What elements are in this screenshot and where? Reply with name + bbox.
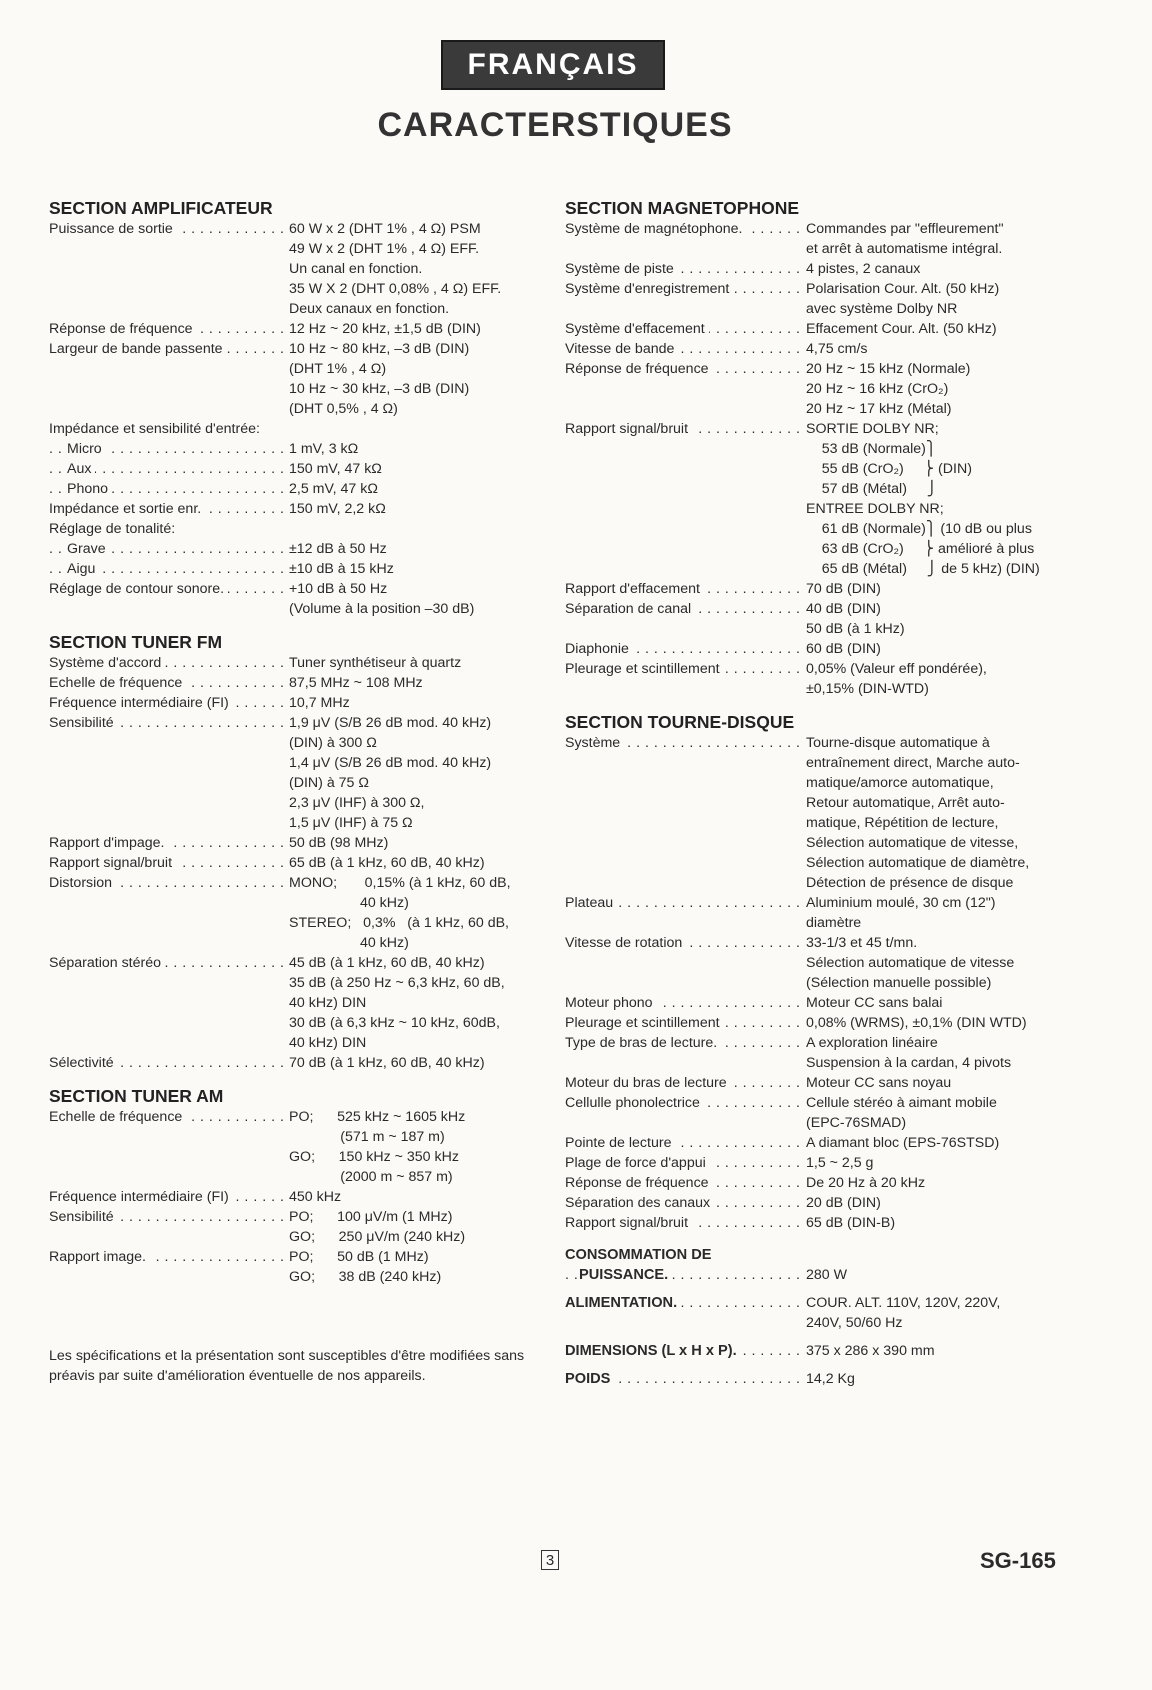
spec-value: 55 dB (CrO₂) ⎬ (DIN) bbox=[806, 461, 972, 477]
spec-value: 2,3 μV (IHF) à 300 Ω, bbox=[289, 795, 425, 811]
spec-value: 45 dB (à 1 kHz, 60 dB, 40 kHz) bbox=[289, 955, 485, 971]
spec-label: Impédance et sortie enr. bbox=[49, 501, 205, 517]
spec-label: Grave bbox=[67, 541, 110, 557]
spec-label: Rapport d'effacement bbox=[565, 581, 704, 597]
spec-label: Rapport signal/bruit bbox=[49, 855, 176, 871]
spec-label: Séparation de canal bbox=[565, 601, 695, 617]
spec-value: Aluminium moulé, 30 cm (12") bbox=[806, 895, 996, 911]
spec-row bbox=[49, 419, 549, 439]
spec-value: 65 dB (Métal) ⎭ de 5 kHz) (DIN) bbox=[806, 561, 1040, 577]
spec-row bbox=[49, 1187, 549, 1207]
spec-value: SORTIE DOLBY NR; bbox=[806, 421, 939, 437]
spec-row bbox=[565, 579, 1085, 599]
spec-label: Fréquence intermédiaire (FI) bbox=[49, 695, 233, 711]
spec-label: Réponse de fréquence bbox=[565, 361, 713, 377]
spec-row bbox=[49, 873, 549, 953]
spec-value: Commandes par "effleurement" bbox=[806, 221, 1004, 237]
spec-row bbox=[565, 893, 1085, 933]
spec-value: ENTREE DOLBY NR; bbox=[806, 501, 944, 517]
spec-row bbox=[565, 599, 1085, 639]
spec-value: 2,5 mV, 47 kΩ bbox=[289, 481, 378, 497]
spec-row bbox=[565, 733, 1085, 893]
spec-value: 450 kHz bbox=[289, 1189, 342, 1205]
spec-label: Rapport d'impage. bbox=[49, 835, 169, 851]
spec-value: ±12 dB à 50 Hz bbox=[289, 541, 387, 557]
spec-value: avec système Dolby NR bbox=[806, 301, 958, 317]
spec-value: (Volume à la position –30 dB) bbox=[289, 601, 475, 617]
spec-row bbox=[49, 439, 549, 459]
spec-label: Réponse de fréquence bbox=[49, 321, 197, 337]
spec-label: Sensibilité bbox=[49, 1209, 118, 1225]
spec-value: 65 dB (à 1 kHz, 60 dB, 40 kHz) bbox=[289, 855, 485, 871]
spec-value: Sélection automatique de vitesse, bbox=[806, 835, 1019, 851]
spec-value: 14,2 Kg bbox=[806, 1371, 855, 1387]
spec-label: Plateau bbox=[565, 895, 617, 911]
spec-label: Système d'enregistrement bbox=[565, 281, 733, 297]
spec-value: Retour automatique, Arrêt auto- bbox=[806, 795, 1005, 811]
spec-value: Effacement Cour. Alt. (50 kHz) bbox=[806, 321, 997, 337]
spec-value: (571 m ~ 187 m) bbox=[289, 1129, 445, 1145]
spec-label: Séparation stéréo bbox=[49, 955, 165, 971]
spec-row bbox=[565, 1073, 1085, 1093]
spec-value: 35 W X 2 (DHT 0,08% , 4 Ω) EFF. bbox=[289, 281, 502, 297]
spec-value: 63 dB (CrO₂) ⎬ amélioré à plus bbox=[806, 541, 1035, 557]
spec-value: 240V, 50/60 Hz bbox=[806, 1315, 903, 1331]
spec-row bbox=[49, 559, 549, 579]
spec-row bbox=[49, 953, 549, 1053]
spec-row bbox=[49, 539, 549, 559]
spec-value: GO; 38 dB (240 kHz) bbox=[289, 1269, 442, 1285]
spec-label: Système de piste bbox=[565, 261, 678, 277]
spec-value: Cellule stéréo à aimant mobile bbox=[806, 1095, 997, 1111]
spec-value: 150 mV, 2,2 kΩ bbox=[289, 501, 386, 517]
spec-row bbox=[565, 259, 1085, 279]
spec-value: 0,05% (Valeur eff pondérée), bbox=[806, 661, 987, 677]
model-number: SG-165 bbox=[980, 1548, 1056, 1573]
spec-label: POIDS bbox=[565, 1371, 614, 1387]
spec-row bbox=[49, 673, 549, 693]
spec-value: 10,7 MHz bbox=[289, 695, 350, 711]
spec-row bbox=[565, 219, 1085, 259]
spec-value: MONO; 0,15% (à 1 kHz, 60 dB, bbox=[289, 875, 511, 891]
spec-value: 61 dB (Normale)⎫ (10 dB ou plus bbox=[806, 521, 1032, 537]
spec-value: (DIN) à 75 Ω bbox=[289, 775, 369, 791]
spec-label: Rapport signal/bruit bbox=[565, 1215, 692, 1231]
spec-row bbox=[49, 1207, 549, 1247]
spec-row bbox=[565, 419, 1085, 579]
spec-row bbox=[565, 1213, 1085, 1233]
page-number: 3 bbox=[541, 1550, 559, 1570]
spec-label: Rapport image. bbox=[49, 1249, 150, 1265]
spec-value: 57 dB (Métal) ⎭ bbox=[806, 481, 938, 497]
spec-value: A exploration linéaire bbox=[806, 1035, 938, 1051]
spec-label: Type de bras de lecture. bbox=[565, 1035, 721, 1051]
spec-value: 33-1/3 et 45 t/mn. bbox=[806, 935, 918, 951]
spec-section bbox=[49, 631, 549, 1073]
spec-value: 4,75 cm/s bbox=[806, 341, 868, 357]
spec-label: Séparation des canaux bbox=[565, 1195, 714, 1211]
spec-row bbox=[49, 339, 549, 419]
spec-value: 40 dB (DIN) bbox=[806, 601, 881, 617]
spec-value: Deux canaux en fonction. bbox=[289, 301, 450, 317]
spec-label: Réglage de tonalité: bbox=[49, 521, 179, 537]
spec-value: PO; 100 μV/m (1 MHz) bbox=[289, 1209, 453, 1225]
spec-label: Vitesse de rotation bbox=[565, 935, 686, 951]
spec-label: Echelle de fréquence bbox=[49, 1109, 186, 1125]
spec-value: 70 dB (à 1 kHz, 60 dB, 40 kHz) bbox=[289, 1055, 485, 1071]
page-title: CARACTERSTIQUES bbox=[377, 106, 733, 144]
spec-label: CONSOMMATION DE bbox=[565, 1247, 715, 1263]
spec-row bbox=[565, 639, 1085, 659]
spec-value: (DHT 1% , 4 Ω) bbox=[289, 361, 387, 377]
section-title: SECTION TUNER FM bbox=[49, 632, 223, 652]
spec-row bbox=[49, 479, 549, 499]
spec-value: 60 W x 2 (DHT 1% , 4 Ω) PSM bbox=[289, 221, 481, 237]
spec-value: (2000 m ~ 857 m) bbox=[289, 1169, 453, 1185]
spec-label: Sensibilité bbox=[49, 715, 118, 731]
spec-label: Fréquence intermédiaire (FI) bbox=[49, 1189, 233, 1205]
spec-label: Moteur phono bbox=[565, 995, 657, 1011]
right-column bbox=[565, 197, 1085, 1397]
spec-value: 40 kHz) bbox=[289, 895, 409, 911]
spec-label: Micro bbox=[67, 441, 106, 457]
spec-label: Moteur du bras de lecture bbox=[565, 1075, 731, 1091]
spec-label: Aigu bbox=[67, 561, 99, 577]
spec-row bbox=[49, 653, 549, 673]
spec-value: 40 kHz) bbox=[289, 935, 409, 951]
spec-row-bold bbox=[565, 1341, 1085, 1361]
spec-label: Système d'effacement bbox=[565, 321, 709, 337]
spec-value: 50 dB (98 MHz) bbox=[289, 835, 389, 851]
spec-row bbox=[49, 1247, 549, 1287]
spec-label: Distorsion bbox=[49, 875, 116, 891]
spec-row bbox=[565, 1093, 1085, 1133]
spec-section bbox=[49, 1085, 549, 1287]
spec-label: Vitesse de bande bbox=[565, 341, 678, 357]
left-column bbox=[49, 197, 549, 1299]
spec-value: matique, Répétition de lecture, bbox=[806, 815, 999, 831]
spec-value: +10 dB à 50 Hz bbox=[289, 581, 388, 597]
spec-row-bold bbox=[565, 1369, 1085, 1389]
spec-value: STEREO; 0,3% (à 1 kHz, 60 dB, bbox=[289, 915, 509, 931]
spec-label: Rapport signal/bruit bbox=[565, 421, 692, 437]
spec-row bbox=[565, 659, 1085, 699]
spec-value: PO; 50 dB (1 MHz) bbox=[289, 1249, 429, 1265]
spec-label: Système d'accord bbox=[49, 655, 165, 671]
spec-row bbox=[49, 713, 549, 833]
spec-value: 49 W x 2 (DHT 1% , 4 Ω) EFF. bbox=[289, 241, 480, 257]
spec-value: A diamant bloc (EPS-76STSD) bbox=[806, 1135, 1000, 1151]
spec-value: 35 dB (à 250 Hz ~ 6,3 kHz, 60 dB, bbox=[289, 975, 505, 991]
spec-value: 0,08% (WRMS), ±0,1% (DIN WTD) bbox=[806, 1015, 1027, 1031]
spec-row bbox=[49, 459, 549, 479]
spec-value: 20 Hz ~ 15 kHz (Normale) bbox=[806, 361, 971, 377]
spec-row bbox=[565, 1173, 1085, 1193]
spec-row bbox=[49, 499, 549, 519]
spec-label: Echelle de fréquence bbox=[49, 675, 186, 691]
spec-label: ALIMENTATION. bbox=[565, 1295, 681, 1311]
spec-label: PUISSANCE. bbox=[579, 1267, 672, 1283]
spec-row bbox=[565, 1193, 1085, 1213]
spec-value: matique/amorce automatique, bbox=[806, 775, 994, 791]
spec-row bbox=[565, 1133, 1085, 1153]
spec-label: Pleurage et scintillement bbox=[565, 1015, 724, 1031]
spec-value: entraînement direct, Marche auto- bbox=[806, 755, 1020, 771]
spec-value: COUR. ALT. 110V, 120V, 220V, bbox=[806, 1295, 1001, 1311]
spec-row bbox=[565, 1153, 1085, 1173]
spec-value: (EPC-76SMAD) bbox=[806, 1115, 907, 1131]
spec-value: Sélection automatique de diamètre, bbox=[806, 855, 1030, 871]
spec-row-bold bbox=[565, 1293, 1085, 1333]
spec-label: Pointe de lecture bbox=[565, 1135, 675, 1151]
spec-value: 20 dB (DIN) bbox=[806, 1195, 881, 1211]
spec-value: Tourne-disque automatique à bbox=[806, 735, 990, 751]
spec-label: Largeur de bande passente bbox=[49, 341, 227, 357]
spec-value: 12 Hz ~ 20 kHz, ±1,5 dB (DIN) bbox=[289, 321, 481, 337]
spec-value: 1,5 μV (IHF) à 75 Ω bbox=[289, 815, 413, 831]
spec-value: 1,9 μV (S/B 26 dB mod. 40 kHz) bbox=[289, 715, 492, 731]
spec-label: Diaphonie bbox=[565, 641, 633, 657]
spec-label: DIMENSIONS (L x H x P). bbox=[565, 1343, 741, 1359]
spec-row bbox=[49, 1107, 549, 1187]
spec-label: Phono bbox=[67, 481, 112, 497]
spec-row bbox=[49, 519, 549, 539]
spec-value: 20 Hz ~ 16 kHz (CrO₂) bbox=[806, 381, 949, 397]
spec-value: (DHT 0,5% , 4 Ω) bbox=[289, 401, 398, 417]
spec-value: De 20 Hz à 20 kHz bbox=[806, 1175, 926, 1191]
spec-value: 40 kHz) DIN bbox=[289, 1035, 367, 1051]
spec-section bbox=[49, 197, 549, 619]
spec-value: 375 x 286 x 390 mm bbox=[806, 1343, 935, 1359]
spec-value: 70 dB (DIN) bbox=[806, 581, 881, 597]
section-title: SECTION TOURNE-DISQUE bbox=[565, 712, 795, 732]
spec-value: ±10 dB à 15 kHz bbox=[289, 561, 394, 577]
spec-row bbox=[49, 833, 549, 853]
spec-row bbox=[49, 319, 549, 339]
spec-value: 10 Hz ~ 80 kHz, –3 dB (DIN) bbox=[289, 341, 470, 357]
spec-value: 20 Hz ~ 17 kHz (Métal) bbox=[806, 401, 952, 417]
spec-value: 60 dB (DIN) bbox=[806, 641, 881, 657]
spec-value: (DIN) à 300 Ω bbox=[289, 735, 377, 751]
spec-value: Moteur CC sans balai bbox=[806, 995, 943, 1011]
spec-label: Puissance de sortie bbox=[49, 221, 177, 237]
spec-row bbox=[565, 993, 1085, 1013]
spec-value: Moteur CC sans noyau bbox=[806, 1075, 952, 1091]
spec-value: 50 dB (à 1 kHz) bbox=[806, 621, 905, 637]
spec-value: ±0,15% (DIN-WTD) bbox=[806, 681, 929, 697]
spec-value: 40 kHz) DIN bbox=[289, 995, 367, 1011]
spec-value: et arrêt à automatisme intégral. bbox=[806, 241, 1003, 257]
spec-value: Un canal en fonction. bbox=[289, 261, 423, 277]
spec-value: 10 Hz ~ 30 kHz, –3 dB (DIN) bbox=[289, 381, 470, 397]
spec-value: 65 dB (DIN-B) bbox=[806, 1215, 896, 1231]
language-badge bbox=[441, 40, 665, 90]
spec-value: (Sélection manuelle possible) bbox=[806, 975, 992, 991]
spec-row bbox=[565, 339, 1085, 359]
spec-value: diamètre bbox=[806, 915, 862, 931]
spec-value: Tuner synthétiseur à quartz bbox=[289, 655, 462, 671]
spec-row bbox=[49, 693, 549, 713]
section-title: SECTION MAGNETOPHONE bbox=[565, 198, 800, 218]
spec-label: Sélectivité bbox=[49, 1055, 118, 1071]
spec-label: Impédance et sensibilité d'entrée: bbox=[49, 421, 264, 437]
spec-value: 280 W bbox=[806, 1267, 848, 1283]
spec-value: Détection de présence de disque bbox=[806, 875, 1014, 891]
spec-row bbox=[565, 319, 1085, 339]
spec-row bbox=[49, 219, 549, 319]
spec-label: Réponse de fréquence bbox=[565, 1175, 713, 1191]
spec-row bbox=[49, 579, 549, 619]
spec-value: 1,4 μV (S/B 26 dB mod. 40 kHz) bbox=[289, 755, 492, 771]
spec-label: Cellulle phonolectrice bbox=[565, 1095, 704, 1111]
spec-value: Suspension à la cardan, 4 pivots bbox=[806, 1055, 1012, 1071]
spec-row bbox=[565, 359, 1085, 419]
spec-row bbox=[565, 933, 1085, 993]
spec-row bbox=[565, 1013, 1085, 1033]
disclaimer-note: Les spécifications et la présentation sont susceptibles d'être modifiées sans préavis par suite d'amélioration éventuelle de nos appareils. bbox=[49, 1348, 525, 1384]
spec-value: 53 dB (Normale)⎫ bbox=[806, 441, 937, 457]
spec-row bbox=[49, 853, 549, 873]
language-label: FRANÇAIS bbox=[467, 48, 639, 81]
spec-value: 150 mV, 47 kΩ bbox=[289, 461, 382, 477]
spec-value: 1,5 ~ 2,5 g bbox=[806, 1155, 874, 1171]
spec-value: Polarisation Cour. Alt. (50 kHz) bbox=[806, 281, 1000, 297]
spec-label: Système bbox=[565, 735, 624, 751]
section-title: SECTION TUNER AM bbox=[49, 1086, 224, 1106]
spec-value: 30 dB (à 6,3 kHz ~ 10 kHz, 60dB, bbox=[289, 1015, 500, 1031]
spec-label: Pleurage et scintillement bbox=[565, 661, 724, 677]
spec-row bbox=[49, 1053, 549, 1073]
spec-value: Sélection automatique de vitesse bbox=[806, 955, 1015, 971]
spec-value: 87,5 MHz ~ 108 MHz bbox=[289, 675, 423, 691]
spec-value: 1 mV, 3 kΩ bbox=[289, 441, 359, 457]
spec-section bbox=[565, 197, 1085, 699]
section-title: SECTION AMPLIFICATEUR bbox=[49, 198, 273, 218]
spec-row-bold bbox=[565, 1245, 1085, 1285]
spec-value: GO; 150 kHz ~ 350 kHz bbox=[289, 1149, 459, 1165]
spec-value: GO; 250 μV/m (240 kHz) bbox=[289, 1229, 466, 1245]
spec-value: 4 pistes, 2 canaux bbox=[806, 261, 921, 277]
spec-row bbox=[565, 279, 1085, 319]
spec-section bbox=[565, 711, 1085, 1233]
spec-label: Plage de force d'appui bbox=[565, 1155, 710, 1171]
spec-value: PO; 525 kHz ~ 1605 kHz bbox=[289, 1109, 466, 1125]
spec-row bbox=[565, 1033, 1085, 1073]
spec-label: Aux bbox=[67, 461, 95, 477]
spec-label: Réglage de contour sonore. bbox=[49, 581, 228, 597]
spec-label: Système de magnétophone. bbox=[565, 221, 746, 237]
